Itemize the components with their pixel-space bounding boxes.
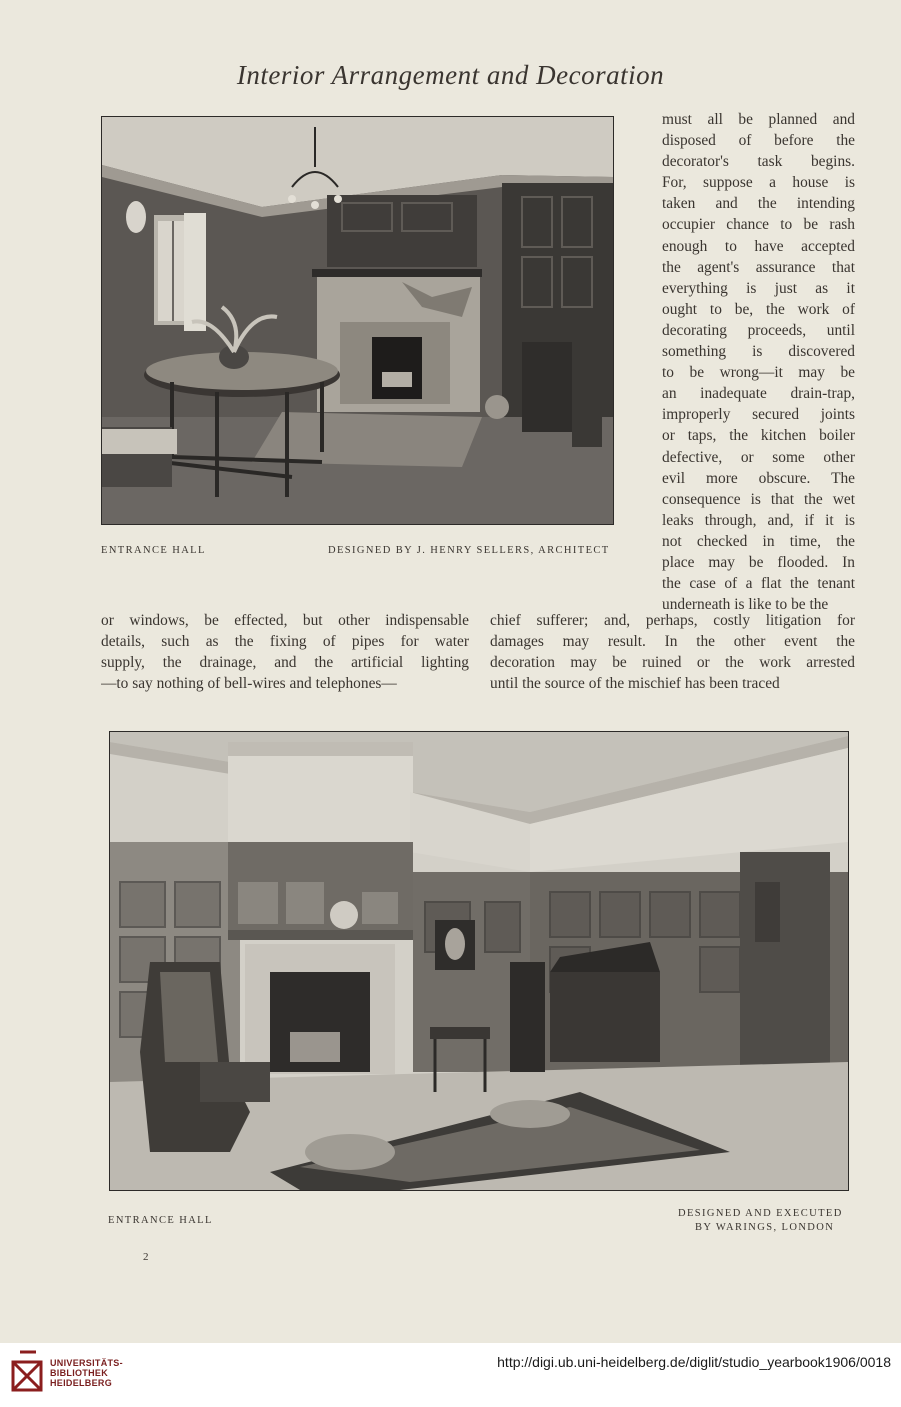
- entrance-hall-photo-2: [109, 731, 849, 1191]
- figure-2-caption-credit-line-2: BY WARINGS, LONDON: [695, 1222, 835, 1233]
- text-line: supply, the drainage, and the artificial lighting: [101, 654, 469, 672]
- text-line: ought to be, the work of: [662, 300, 855, 318]
- text-line: —to say nothing of bell-wires and telephones—: [101, 675, 397, 693]
- text-line: decorator's task begins.: [662, 153, 855, 171]
- text-line: underneath is like to be the: [662, 596, 829, 614]
- figure-2-caption-left: ENTRANCE HALL: [108, 1215, 213, 1226]
- text-line: until the source of the mischief has been traced: [490, 675, 780, 693]
- library-name-line: BIBLIOTHEK: [50, 1368, 108, 1378]
- right-column-text: [662, 109, 855, 615]
- text-line: not checked in time, the: [662, 532, 855, 550]
- figure-1-caption-credit: DESIGNED BY J. HENRY SELLERS, ARCHITECT: [328, 545, 610, 556]
- figure-2-caption-credit-line-1: DESIGNED AND EXECUTED: [678, 1208, 843, 1219]
- text-line: something is discovered: [662, 343, 855, 361]
- library-logo-icon: [10, 1348, 44, 1394]
- library-name: [50, 1358, 123, 1388]
- text-line: defective, or some other: [662, 448, 855, 466]
- left-column-text: [101, 610, 469, 694]
- text-line: occupier chance to be rash: [662, 216, 855, 234]
- library-name-line: HEIDELBERG: [50, 1378, 113, 1388]
- text-line: consequence is that the wet: [662, 490, 855, 508]
- text-line: evil more obscure. The: [662, 469, 855, 487]
- text-line: leaks through, and, if it is: [662, 511, 855, 529]
- text-line: decorating proceeds, until: [662, 321, 855, 339]
- text-line: must all be planned and: [662, 111, 855, 128]
- figure-1-caption-left: ENTRANCE HALL: [101, 545, 206, 556]
- text-line: the case of a flat the tenant: [662, 575, 855, 593]
- text-line: decoration may be ruined or the work arrested: [490, 654, 855, 672]
- text-line: details, such as the fixing of pipes for water: [101, 633, 469, 651]
- permalink-url[interactable]: http://digi.ub.uni-heidelberg.de/diglit/studio_yearbook1906/0018: [497, 1354, 891, 1370]
- footer-bar: [0, 1343, 901, 1407]
- text-line: improperly secured joints: [662, 406, 855, 424]
- running-header-title: Interior Arrangement and Decoration: [236, 60, 665, 90]
- text-line: taken and the intending: [662, 195, 855, 213]
- text-line: disposed of before the: [662, 132, 855, 150]
- text-line: everything is just as it: [662, 279, 855, 297]
- text-line: or taps, the kitchen boiler: [662, 427, 855, 445]
- text-line: to be wrong—it may be: [662, 364, 855, 382]
- library-name-line: UNIVERSITÄTS-: [50, 1358, 123, 1368]
- page-number: 2: [143, 1251, 149, 1263]
- text-line: chief sufferer; and, perhaps, costly litigation for: [490, 612, 855, 629]
- text-line: For, suppose a house is: [662, 174, 855, 192]
- text-line: place may be flooded. In: [662, 553, 855, 571]
- entrance-hall-photo-1: [101, 116, 614, 525]
- text-line: the agent's assurance that: [662, 258, 855, 276]
- text-line: an inadequate drain-trap,: [662, 385, 855, 403]
- middle-right-column-text: [490, 610, 855, 694]
- text-line: damages may result. In the other event the: [490, 633, 855, 651]
- text-line: enough to have accepted: [662, 237, 855, 255]
- text-line: or windows, be effected, but other indispensable: [101, 612, 469, 629]
